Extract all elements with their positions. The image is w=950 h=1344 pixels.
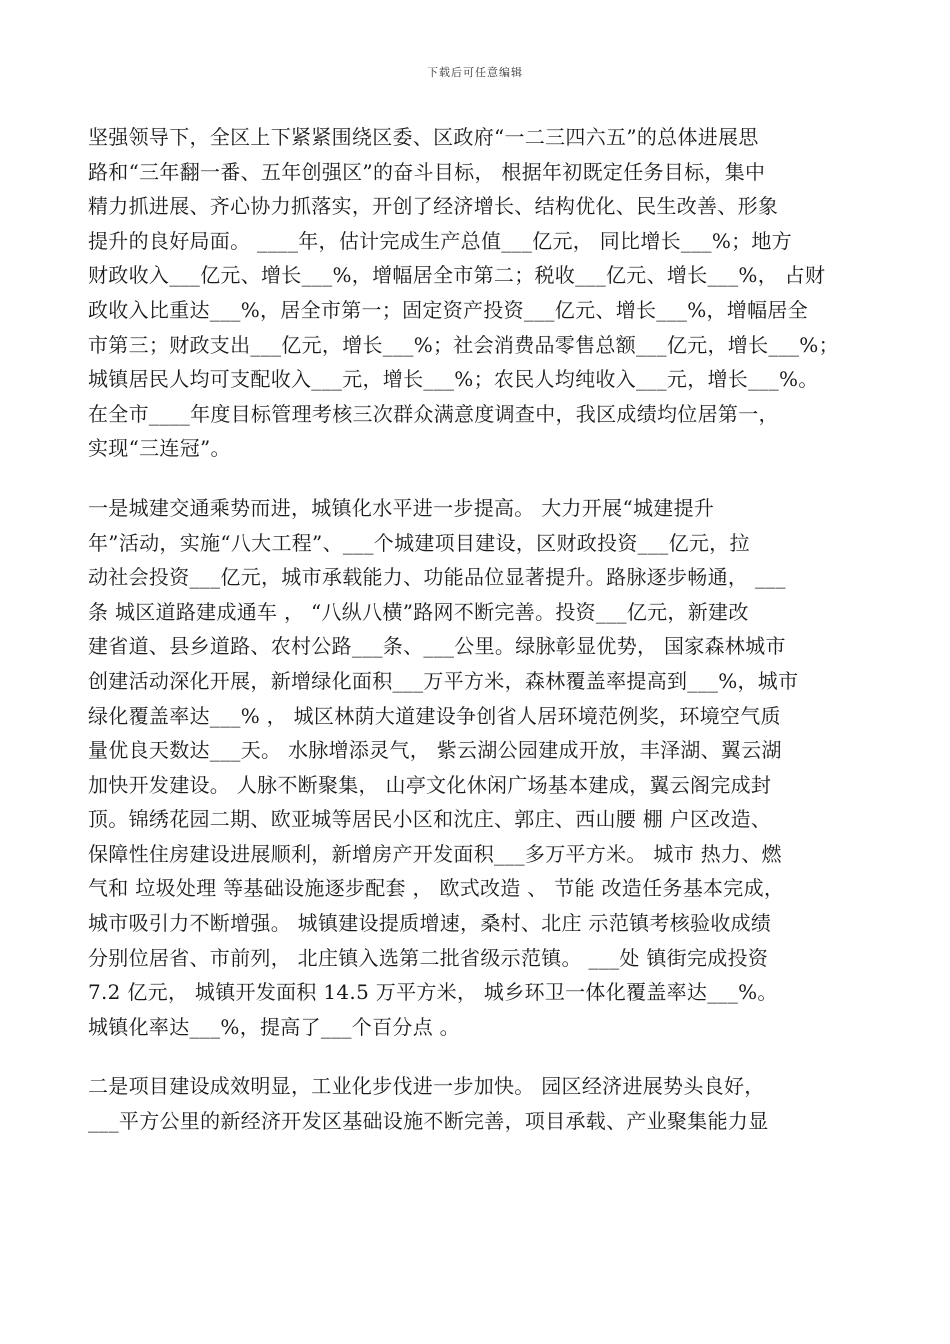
text-line: 加快开发建设。 人脉不断聚集， 山亭文化休闲广场基本建成，翼云阁完成封	[88, 772, 772, 797]
text-line: 提升的良好局面。 ____年，估计完成生产总值___亿元， 同比增长___%；地方	[88, 228, 793, 253]
page-header: 下载后可任意编辑	[427, 66, 523, 79]
text-line: 路和“三年翻一番、五年创强区”的奋斗目标， 根据年初既定任务目标，集中	[88, 159, 766, 184]
text-line: 财政收入___亿元、增长___%，增幅居全市第二；税收___亿元、增长___%， 占财	[88, 263, 826, 288]
text-line: 动社会投资___亿元，城市承载能力、功能品位显著提升。路脉逐步畅通， ___	[88, 565, 786, 590]
document-body	[88, 120, 878, 1139]
paragraph-3	[88, 1069, 878, 1138]
text-line: 绿化覆盖率达___% ， 城区林荫大道建设争创省人居环境范例奖，环境空气质	[88, 703, 781, 728]
paragraph-spacer	[88, 466, 878, 491]
text-line: 在全市____年度目标管理考核三次群众满意度调查中，我区成绩均位居第一，	[88, 401, 779, 426]
paragraph-spacer	[88, 1044, 878, 1069]
text-line: 分别位居省、市前列， 北庄镇入选第二批省级示范镇。 ___处 镇街完成投资	[88, 945, 769, 970]
text-line: ___平方公里的新经济开发区基础设施不断完善，项目承载、产业聚集能力显	[88, 1109, 769, 1134]
paragraph-1	[88, 120, 878, 466]
text-line: 气和 垃圾处理 等基础设施逐步配套 ， 欧式改造 、 节能 改造任务基本完成，	[88, 876, 785, 901]
text-line: 市第三；财政支出___亿元，增长___%；社会消费品零售总额___亿元，增长___%；	[88, 332, 839, 357]
text-line: 年”活动，实施“八大工程”、___个城建项目建设，区财政投资___亿元，拉	[88, 530, 750, 555]
text-line: 政收入比重达___%，居全市第一；固定资产投资___亿元、增长___%，增幅居全	[88, 297, 809, 322]
text-line: 建省道、县乡道路、农村公路___条、___公里。绿脉彰显优势， 国家森林城市	[88, 634, 786, 659]
text-line: 条 城区道路建成通车 ， “八纵八横”路网不断完善。投资___亿元，新建改	[88, 599, 749, 624]
text-line: 城镇化率达___%，提高了___个百分点 。	[88, 1014, 460, 1039]
text-line: 一是城建交通乘势而进，城镇化水平进一步提高。 大力开展“城建提升	[88, 495, 715, 520]
paragraph-2	[88, 491, 878, 1045]
text-line: 顶。锦绣花园二期、欧亚城等居民小区和沈庄、郭庄、西山腰 棚 户区改造、	[88, 807, 772, 832]
text-line: 二是项目建设成效明显，工业化步伐进一步加快。 园区经济进展势头良好，	[88, 1074, 765, 1099]
text-line: 7.2 亿元， 城镇开发面积 14.5 万平方米， 城乡环卫一体化覆盖率达___%。	[88, 980, 778, 1005]
text-line: 创建活动深化开展，新增绿化面积___万平方米，森林覆盖率提高到___%，城市	[88, 668, 799, 693]
text-line: 保障性住房建设进展顺利，新增房产开发面积___多万平方米。 城市 热力、燃	[88, 841, 782, 866]
text-line: 坚强领导下，全区上下紧紧围绕区委、区政府“一二三四六五”的总体进展思	[88, 125, 759, 149]
text-line: 城市吸引力不断增强。 城镇建设提质增速，桑村、北庄 示范镇考核验收成绩	[88, 911, 772, 936]
text-line: 量优良天数达___天。 水脉增添灵气， 紫云湖公园建成开放，丰泽湖、翼云湖	[88, 738, 782, 763]
text-line: 实现“三连冠”。	[88, 436, 231, 461]
text-line: 精力抓进展、齐心协力抓落实，开创了经济增长、结构优化、民生改善、形象	[88, 194, 779, 219]
text-line: 城镇居民人均可支配收入___元，增长___%；农民人均纯收入___元，增长___%。	[88, 367, 819, 392]
